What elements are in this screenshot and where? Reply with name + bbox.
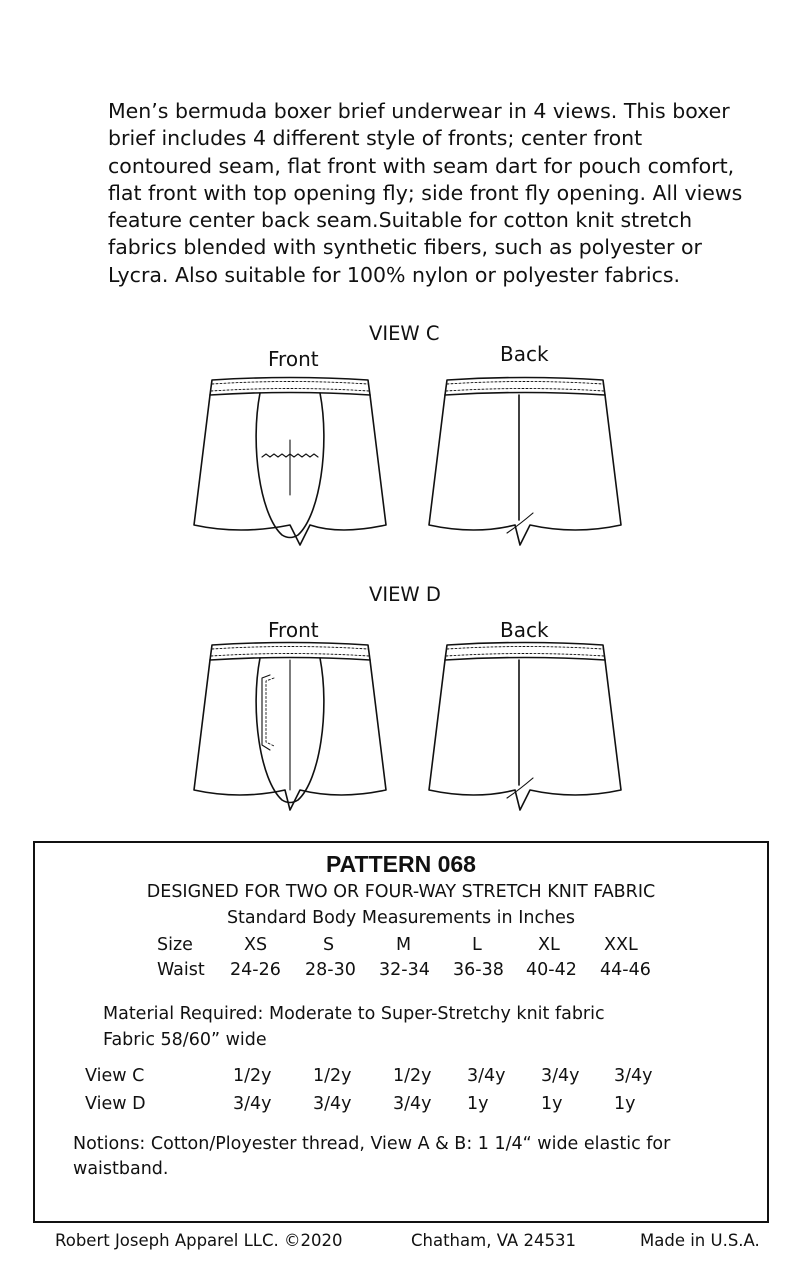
notions-line-2: waistband. [73, 1159, 169, 1179]
view-c-yardage-m: 1/2y [393, 1066, 432, 1086]
measurements-heading: Standard Body Measurements in Inches [226, 908, 576, 928]
view-c-title: VIEW C [369, 322, 440, 345]
size-s: S [323, 935, 335, 955]
view-c-front-label: Front [268, 347, 319, 371]
view-c-yardage-label: View C [85, 1066, 145, 1086]
view-c-yardage-xl: 3/4y [541, 1066, 580, 1086]
view-d-back-illustration [425, 640, 625, 820]
waist-m: 32-34 [379, 960, 430, 980]
waist-xxl: 44-46 [600, 960, 651, 980]
view-d-front-label: Front [268, 618, 319, 642]
view-c-front-illustration [190, 375, 390, 555]
waist-label: Waist [157, 960, 205, 980]
waist-xl: 40-42 [526, 960, 577, 980]
view-c-yardage-xxl: 3/4y [614, 1066, 653, 1086]
view-d-yardage-label: View D [85, 1094, 146, 1114]
view-c-yardage-s: 1/2y [313, 1066, 352, 1086]
waist-s: 28-30 [305, 960, 356, 980]
view-d-yardage-xl: 1y [541, 1094, 563, 1114]
view-d-yardage-s: 3/4y [313, 1094, 352, 1114]
size-xl: XL [538, 935, 560, 955]
size-label: Size [157, 935, 193, 955]
view-d-front-illustration [190, 640, 390, 820]
size-l: L [472, 935, 482, 955]
footer-made-in: Made in U.S.A. [640, 1231, 760, 1250]
view-c-back-label: Back [500, 342, 549, 366]
view-d-yardage-l: 1y [467, 1094, 489, 1114]
view-d-back-label: Back [500, 618, 549, 642]
footer-company: Robert Joseph Apparel LLC. ©2020 [55, 1231, 343, 1250]
view-d-yardage-m: 3/4y [393, 1094, 432, 1114]
pattern-title: PATTERN 068 [326, 851, 476, 877]
notions-line-1: Notions: Cotton/Ployester thread, View A & B: 1 1/4“ wide elastic for [73, 1134, 671, 1154]
fabric-type-subtitle: DESIGNED FOR TWO OR FOUR-WAY STRETCH KNIT FABRIC [146, 882, 656, 902]
view-d-yardage-xxl: 1y [614, 1094, 636, 1114]
pattern-description: Men’s bermuda boxer brief underwear in 4 views. This boxer brief includes 4 different style of fronts; center front contoured seam, flat front with seam dart for pouch comfort, flat front with top opening fly; side front fly opening. All views feature center back seam.Suitable for cotton knit stretch fabrics blended with synthetic fibers, such as polyester or Lycra. Also suitable for 100% nylon or polyester fabrics. [108, 99, 743, 287]
view-d-title: VIEW D [369, 583, 441, 606]
fabric-width: Fabric 58/60” wide [103, 1030, 267, 1050]
view-c-yardage-xs: 1/2y [233, 1066, 272, 1086]
view-c-yardage-l: 3/4y [467, 1066, 506, 1086]
waist-xs: 24-26 [230, 960, 281, 980]
size-m: M [396, 935, 412, 955]
waist-l: 36-38 [453, 960, 504, 980]
size-xxl: XXL [604, 935, 638, 955]
view-d-yardage-xs: 3/4y [233, 1094, 272, 1114]
material-required: Material Required: Moderate to Super-Stretchy knit fabric [103, 1004, 605, 1024]
pattern-info-box [33, 841, 769, 1223]
size-xs: XS [244, 935, 268, 955]
view-c-back-illustration [425, 375, 625, 555]
footer-location: Chatham, VA 24531 [411, 1231, 576, 1250]
